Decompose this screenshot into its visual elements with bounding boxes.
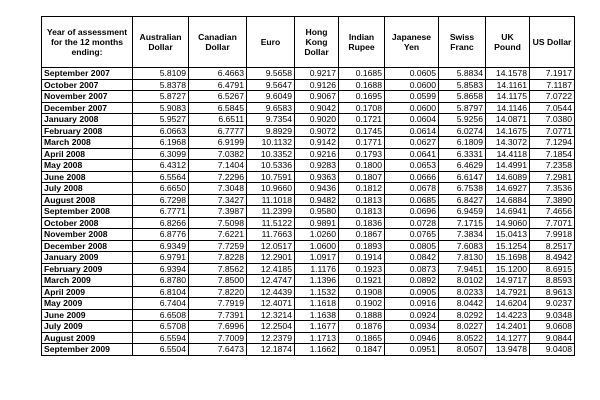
cell-japanese-yen: 0.0916 bbox=[385, 298, 439, 310]
cell-indian-rupee: 0.1807 bbox=[339, 171, 385, 183]
cell-us-dollar: 7.1187 bbox=[530, 79, 575, 91]
cell-canadian-dollar: 7.7009 bbox=[189, 332, 247, 344]
cell-australian-dollar: 6.0663 bbox=[133, 125, 189, 137]
cell-canadian-dollar: 7.6473 bbox=[189, 344, 247, 356]
cell-japanese-yen: 0.0842 bbox=[385, 252, 439, 264]
cell-indian-rupee: 0.1721 bbox=[339, 114, 385, 126]
cell-swiss-franc: 8.0102 bbox=[439, 275, 486, 287]
cell-hong-kong-dollar: 0.9217 bbox=[295, 68, 339, 80]
cell-hong-kong-dollar: 1.0917 bbox=[295, 252, 339, 264]
cell-euro: 12.1874 bbox=[247, 344, 295, 356]
header-canadian-dollar: Canadian Dollar bbox=[189, 17, 247, 68]
cell-period: January 2009 bbox=[42, 252, 133, 264]
cell-hong-kong-dollar: 0.9126 bbox=[295, 79, 339, 91]
cell-hong-kong-dollar: 1.1176 bbox=[295, 263, 339, 275]
cell-uk-pound: 14.6941 bbox=[486, 206, 530, 218]
cell-indian-rupee: 0.1813 bbox=[339, 206, 385, 218]
cell-uk-pound: 14.9060 bbox=[486, 217, 530, 229]
cell-euro: 12.2901 bbox=[247, 252, 295, 264]
cell-euro: 11.7663 bbox=[247, 229, 295, 241]
table-row bbox=[42, 217, 575, 229]
cell-hong-kong-dollar: 0.9891 bbox=[295, 217, 339, 229]
cell-canadian-dollar: 7.7391 bbox=[189, 309, 247, 321]
cell-swiss-franc: 8.0292 bbox=[439, 309, 486, 321]
cell-swiss-franc: 6.3331 bbox=[439, 148, 486, 160]
cell-us-dollar: 7.0722 bbox=[530, 91, 575, 103]
cell-canadian-dollar: 7.1404 bbox=[189, 160, 247, 172]
cell-japanese-yen: 0.0873 bbox=[385, 263, 439, 275]
cell-us-dollar: 7.9918 bbox=[530, 229, 575, 241]
cell-us-dollar: 9.0608 bbox=[530, 321, 575, 333]
cell-hong-kong-dollar: 0.9020 bbox=[295, 114, 339, 126]
cell-australian-dollar: 6.8776 bbox=[133, 229, 189, 241]
cell-hong-kong-dollar: 0.9072 bbox=[295, 125, 339, 137]
cell-swiss-franc: 5.8797 bbox=[439, 102, 486, 114]
table-row bbox=[42, 240, 575, 252]
cell-japanese-yen: 0.0666 bbox=[385, 171, 439, 183]
table-row bbox=[42, 309, 575, 321]
table-row bbox=[42, 137, 575, 149]
cell-canadian-dollar: 7.7919 bbox=[189, 298, 247, 310]
cell-euro: 9.7354 bbox=[247, 114, 295, 126]
cell-canadian-dollar: 7.8562 bbox=[189, 263, 247, 275]
cell-us-dollar: 9.0348 bbox=[530, 309, 575, 321]
table-row bbox=[42, 114, 575, 126]
table-row bbox=[42, 332, 575, 344]
table-row bbox=[42, 148, 575, 160]
cell-swiss-franc: 6.6147 bbox=[439, 171, 486, 183]
cell-uk-pound: 14.1277 bbox=[486, 332, 530, 344]
cell-canadian-dollar: 7.3048 bbox=[189, 183, 247, 195]
exchange-rate-table bbox=[41, 16, 575, 356]
cell-canadian-dollar: 7.6221 bbox=[189, 229, 247, 241]
cell-hong-kong-dollar: 1.1532 bbox=[295, 286, 339, 298]
cell-japanese-yen: 0.0627 bbox=[385, 137, 439, 149]
header-euro: Euro bbox=[247, 17, 295, 68]
table-row bbox=[42, 160, 575, 172]
cell-australian-dollar: 6.6650 bbox=[133, 183, 189, 195]
cell-japanese-yen: 0.0678 bbox=[385, 183, 439, 195]
cell-euro: 10.5336 bbox=[247, 160, 295, 172]
cell-hong-kong-dollar: 0.9283 bbox=[295, 160, 339, 172]
cell-canadian-dollar: 6.4663 bbox=[189, 68, 247, 80]
header-japanese-yen: Japanese Yen bbox=[385, 17, 439, 68]
cell-indian-rupee: 0.1708 bbox=[339, 102, 385, 114]
cell-us-dollar: 7.1854 bbox=[530, 148, 575, 160]
table-row bbox=[42, 275, 575, 287]
cell-hong-kong-dollar: 1.1396 bbox=[295, 275, 339, 287]
cell-period: January 2008 bbox=[42, 114, 133, 126]
cell-period: December 2008 bbox=[42, 240, 133, 252]
cell-indian-rupee: 0.1771 bbox=[339, 137, 385, 149]
cell-japanese-yen: 0.0892 bbox=[385, 275, 439, 287]
cell-uk-pound: 14.6204 bbox=[486, 298, 530, 310]
cell-us-dollar: 7.7071 bbox=[530, 217, 575, 229]
cell-canadian-dollar: 6.9199 bbox=[189, 137, 247, 149]
cell-euro: 9.5647 bbox=[247, 79, 295, 91]
cell-euro: 10.9660 bbox=[247, 183, 295, 195]
cell-euro: 9.6049 bbox=[247, 91, 295, 103]
cell-japanese-yen: 0.0805 bbox=[385, 240, 439, 252]
cell-swiss-franc: 8.0227 bbox=[439, 321, 486, 333]
cell-period: September 2008 bbox=[42, 206, 133, 218]
cell-period: July 2008 bbox=[42, 183, 133, 195]
cell-swiss-franc: 6.4629 bbox=[439, 160, 486, 172]
cell-canadian-dollar: 6.5267 bbox=[189, 91, 247, 103]
cell-uk-pound: 14.1175 bbox=[486, 91, 530, 103]
cell-uk-pound: 14.6927 bbox=[486, 183, 530, 195]
cell-australian-dollar: 6.5504 bbox=[133, 344, 189, 356]
cell-hong-kong-dollar: 1.1638 bbox=[295, 309, 339, 321]
cell-hong-kong-dollar: 0.9482 bbox=[295, 194, 339, 206]
table-row bbox=[42, 298, 575, 310]
table-row bbox=[42, 206, 575, 218]
cell-uk-pound: 14.1675 bbox=[486, 125, 530, 137]
cell-japanese-yen: 0.0934 bbox=[385, 321, 439, 333]
cell-swiss-franc: 5.8834 bbox=[439, 68, 486, 80]
cell-uk-pound: 14.2401 bbox=[486, 321, 530, 333]
cell-canadian-dollar: 6.5845 bbox=[189, 102, 247, 114]
cell-japanese-yen: 0.0696 bbox=[385, 206, 439, 218]
cell-us-dollar: 8.2517 bbox=[530, 240, 575, 252]
cell-period: December 2007 bbox=[42, 102, 133, 114]
header-australian-dollar: Australian Dollar bbox=[133, 17, 189, 68]
cell-japanese-yen: 0.0924 bbox=[385, 309, 439, 321]
cell-us-dollar: 7.1917 bbox=[530, 68, 575, 80]
cell-indian-rupee: 0.1695 bbox=[339, 91, 385, 103]
cell-indian-rupee: 0.1902 bbox=[339, 298, 385, 310]
cell-swiss-franc: 8.0442 bbox=[439, 298, 486, 310]
cell-us-dollar: 7.1294 bbox=[530, 137, 575, 149]
cell-us-dollar: 7.3890 bbox=[530, 194, 575, 206]
cell-period: October 2008 bbox=[42, 217, 133, 229]
cell-australian-dollar: 6.7298 bbox=[133, 194, 189, 206]
table-row bbox=[42, 171, 575, 183]
cell-australian-dollar: 6.8104 bbox=[133, 286, 189, 298]
cell-canadian-dollar: 7.2296 bbox=[189, 171, 247, 183]
cell-period: March 2008 bbox=[42, 137, 133, 149]
cell-canadian-dollar: 7.3427 bbox=[189, 194, 247, 206]
cell-period: September 2009 bbox=[42, 344, 133, 356]
cell-uk-pound: 14.7921 bbox=[486, 286, 530, 298]
cell-us-dollar: 9.0844 bbox=[530, 332, 575, 344]
cell-hong-kong-dollar: 1.0260 bbox=[295, 229, 339, 241]
cell-australian-dollar: 6.4312 bbox=[133, 160, 189, 172]
cell-euro: 12.2379 bbox=[247, 332, 295, 344]
cell-indian-rupee: 0.1800 bbox=[339, 160, 385, 172]
cell-euro: 10.3352 bbox=[247, 148, 295, 160]
cell-euro: 12.4185 bbox=[247, 263, 295, 275]
cell-us-dollar: 7.2981 bbox=[530, 171, 575, 183]
cell-us-dollar: 8.9613 bbox=[530, 286, 575, 298]
cell-euro: 12.4439 bbox=[247, 286, 295, 298]
cell-swiss-franc: 7.1715 bbox=[439, 217, 486, 229]
cell-indian-rupee: 0.1836 bbox=[339, 217, 385, 229]
exchange-rate-sheet bbox=[41, 16, 575, 356]
cell-hong-kong-dollar: 0.9580 bbox=[295, 206, 339, 218]
cell-indian-rupee: 0.1914 bbox=[339, 252, 385, 264]
table-row bbox=[42, 344, 575, 356]
cell-us-dollar: 8.8593 bbox=[530, 275, 575, 287]
cell-japanese-yen: 0.0653 bbox=[385, 160, 439, 172]
cell-us-dollar: 7.2358 bbox=[530, 160, 575, 172]
cell-japanese-yen: 0.0905 bbox=[385, 286, 439, 298]
header-hong-kong-dollar: Hong Kong Dollar bbox=[295, 17, 339, 68]
cell-hong-kong-dollar: 1.1662 bbox=[295, 344, 339, 356]
cell-period: March 2009 bbox=[42, 275, 133, 287]
table-row bbox=[42, 68, 575, 80]
table-row bbox=[42, 183, 575, 195]
cell-swiss-franc: 6.0274 bbox=[439, 125, 486, 137]
cell-indian-rupee: 0.1867 bbox=[339, 229, 385, 241]
cell-euro: 11.1018 bbox=[247, 194, 295, 206]
cell-australian-dollar: 6.9394 bbox=[133, 263, 189, 275]
cell-canadian-dollar: 7.8228 bbox=[189, 252, 247, 264]
table-row bbox=[42, 321, 575, 333]
cell-swiss-franc: 6.7538 bbox=[439, 183, 486, 195]
cell-swiss-franc: 7.3834 bbox=[439, 229, 486, 241]
table-row bbox=[42, 91, 575, 103]
cell-euro: 11.5122 bbox=[247, 217, 295, 229]
cell-australian-dollar: 6.7771 bbox=[133, 206, 189, 218]
cell-us-dollar: 9.0408 bbox=[530, 344, 575, 356]
cell-indian-rupee: 0.1688 bbox=[339, 79, 385, 91]
cell-indian-rupee: 0.1923 bbox=[339, 263, 385, 275]
cell-japanese-yen: 0.0605 bbox=[385, 68, 439, 80]
cell-uk-pound: 15.1200 bbox=[486, 263, 530, 275]
cell-australian-dollar: 5.9527 bbox=[133, 114, 189, 126]
cell-japanese-yen: 0.0604 bbox=[385, 114, 439, 126]
table-row bbox=[42, 286, 575, 298]
cell-euro: 9.5658 bbox=[247, 68, 295, 80]
cell-swiss-franc: 5.8658 bbox=[439, 91, 486, 103]
cell-indian-rupee: 0.1921 bbox=[339, 275, 385, 287]
cell-uk-pound: 14.3072 bbox=[486, 137, 530, 149]
cell-australian-dollar: 5.8378 bbox=[133, 79, 189, 91]
cell-indian-rupee: 0.1847 bbox=[339, 344, 385, 356]
cell-canadian-dollar: 6.4791 bbox=[189, 79, 247, 91]
header-swiss-franc: Swiss Franc bbox=[439, 17, 486, 68]
cell-indian-rupee: 0.1865 bbox=[339, 332, 385, 344]
cell-japanese-yen: 0.0951 bbox=[385, 344, 439, 356]
cell-uk-pound: 14.0871 bbox=[486, 114, 530, 126]
cell-uk-pound: 14.4991 bbox=[486, 160, 530, 172]
cell-hong-kong-dollar: 0.9067 bbox=[295, 91, 339, 103]
header-indian-rupee: Indian Rupee bbox=[339, 17, 385, 68]
table-row bbox=[42, 79, 575, 91]
cell-swiss-franc: 7.9451 bbox=[439, 263, 486, 275]
cell-period: April 2009 bbox=[42, 286, 133, 298]
cell-period: November 2008 bbox=[42, 229, 133, 241]
cell-swiss-franc: 6.8427 bbox=[439, 194, 486, 206]
cell-australian-dollar: 6.6508 bbox=[133, 309, 189, 321]
cell-period: May 2008 bbox=[42, 160, 133, 172]
cell-japanese-yen: 0.0765 bbox=[385, 229, 439, 241]
cell-canadian-dollar: 7.7259 bbox=[189, 240, 247, 252]
cell-us-dollar: 7.3536 bbox=[530, 183, 575, 195]
cell-us-dollar: 7.4656 bbox=[530, 206, 575, 218]
cell-period: June 2008 bbox=[42, 171, 133, 183]
cell-uk-pound: 14.1161 bbox=[486, 79, 530, 91]
cell-hong-kong-dollar: 0.9142 bbox=[295, 137, 339, 149]
cell-period: May 2009 bbox=[42, 298, 133, 310]
header-uk-pound: UK Pound bbox=[486, 17, 530, 68]
cell-euro: 10.1132 bbox=[247, 137, 295, 149]
header-row bbox=[42, 17, 575, 68]
cell-uk-pound: 15.0413 bbox=[486, 229, 530, 241]
cell-swiss-franc: 5.9256 bbox=[439, 114, 486, 126]
cell-euro: 12.4071 bbox=[247, 298, 295, 310]
cell-us-dollar: 7.0380 bbox=[530, 114, 575, 126]
cell-period: September 2007 bbox=[42, 68, 133, 80]
cell-uk-pound: 14.6089 bbox=[486, 171, 530, 183]
cell-canadian-dollar: 7.8500 bbox=[189, 275, 247, 287]
cell-indian-rupee: 0.1876 bbox=[339, 321, 385, 333]
table-row bbox=[42, 194, 575, 206]
cell-period: August 2009 bbox=[42, 332, 133, 344]
cell-indian-rupee: 0.1812 bbox=[339, 183, 385, 195]
cell-hong-kong-dollar: 0.9042 bbox=[295, 102, 339, 114]
cell-indian-rupee: 0.1908 bbox=[339, 286, 385, 298]
cell-us-dollar: 7.0771 bbox=[530, 125, 575, 137]
cell-hong-kong-dollar: 1.0600 bbox=[295, 240, 339, 252]
cell-australian-dollar: 5.9083 bbox=[133, 102, 189, 114]
cell-australian-dollar: 6.5708 bbox=[133, 321, 189, 333]
cell-australian-dollar: 6.3099 bbox=[133, 148, 189, 160]
cell-period: June 2009 bbox=[42, 309, 133, 321]
cell-swiss-franc: 7.8130 bbox=[439, 252, 486, 264]
cell-australian-dollar: 6.8266 bbox=[133, 217, 189, 229]
cell-swiss-franc: 6.1809 bbox=[439, 137, 486, 149]
cell-hong-kong-dollar: 0.9436 bbox=[295, 183, 339, 195]
cell-period: April 2008 bbox=[42, 148, 133, 160]
cell-canadian-dollar: 7.3987 bbox=[189, 206, 247, 218]
cell-period: July 2009 bbox=[42, 321, 133, 333]
cell-canadian-dollar: 6.6511 bbox=[189, 114, 247, 126]
cell-japanese-yen: 0.0641 bbox=[385, 148, 439, 160]
cell-period: October 2007 bbox=[42, 79, 133, 91]
cell-australian-dollar: 6.7404 bbox=[133, 298, 189, 310]
cell-euro: 12.4747 bbox=[247, 275, 295, 287]
cell-canadian-dollar: 7.5098 bbox=[189, 217, 247, 229]
cell-uk-pound: 15.1254 bbox=[486, 240, 530, 252]
cell-uk-pound: 13.9478 bbox=[486, 344, 530, 356]
cell-swiss-franc: 6.9459 bbox=[439, 206, 486, 218]
table-row bbox=[42, 252, 575, 264]
cell-us-dollar: 9.0237 bbox=[530, 298, 575, 310]
header-us-dollar: US Dollar bbox=[530, 17, 575, 68]
cell-period: November 2007 bbox=[42, 91, 133, 103]
cell-uk-pound: 14.6884 bbox=[486, 194, 530, 206]
cell-hong-kong-dollar: 1.1713 bbox=[295, 332, 339, 344]
cell-canadian-dollar: 7.8220 bbox=[189, 286, 247, 298]
cell-japanese-yen: 0.0685 bbox=[385, 194, 439, 206]
cell-uk-pound: 14.4223 bbox=[486, 309, 530, 321]
cell-period: August 2008 bbox=[42, 194, 133, 206]
cell-uk-pound: 14.4118 bbox=[486, 148, 530, 160]
cell-euro: 12.2504 bbox=[247, 321, 295, 333]
cell-us-dollar: 7.0544 bbox=[530, 102, 575, 114]
cell-australian-dollar: 6.5564 bbox=[133, 171, 189, 183]
table-row bbox=[42, 125, 575, 137]
cell-hong-kong-dollar: 1.1618 bbox=[295, 298, 339, 310]
cell-indian-rupee: 0.1745 bbox=[339, 125, 385, 137]
cell-australian-dollar: 6.9349 bbox=[133, 240, 189, 252]
cell-japanese-yen: 0.0614 bbox=[385, 125, 439, 137]
cell-uk-pound: 14.9717 bbox=[486, 275, 530, 287]
cell-uk-pound: 14.1146 bbox=[486, 102, 530, 114]
cell-swiss-franc: 8.0522 bbox=[439, 332, 486, 344]
cell-indian-rupee: 0.1685 bbox=[339, 68, 385, 80]
cell-hong-kong-dollar: 0.9363 bbox=[295, 171, 339, 183]
cell-canadian-dollar: 6.7777 bbox=[189, 125, 247, 137]
cell-uk-pound: 15.1698 bbox=[486, 252, 530, 264]
cell-indian-rupee: 0.1888 bbox=[339, 309, 385, 321]
table-row bbox=[42, 263, 575, 275]
cell-euro: 11.2399 bbox=[247, 206, 295, 218]
cell-us-dollar: 8.6915 bbox=[530, 263, 575, 275]
cell-indian-rupee: 0.1793 bbox=[339, 148, 385, 160]
cell-swiss-franc: 5.8583 bbox=[439, 79, 486, 91]
cell-swiss-franc: 8.0233 bbox=[439, 286, 486, 298]
cell-swiss-franc: 7.6083 bbox=[439, 240, 486, 252]
cell-euro: 9.8929 bbox=[247, 125, 295, 137]
cell-australian-dollar: 6.1968 bbox=[133, 137, 189, 149]
cell-euro: 10.7591 bbox=[247, 171, 295, 183]
cell-australian-dollar: 5.8727 bbox=[133, 91, 189, 103]
cell-japanese-yen: 0.0600 bbox=[385, 102, 439, 114]
cell-australian-dollar: 6.8780 bbox=[133, 275, 189, 287]
header-period: Year of assessment for the 12 months ending: bbox=[42, 17, 133, 68]
cell-japanese-yen: 0.0599 bbox=[385, 91, 439, 103]
cell-canadian-dollar: 7.6996 bbox=[189, 321, 247, 333]
cell-canadian-dollar: 7.0382 bbox=[189, 148, 247, 160]
cell-indian-rupee: 0.1893 bbox=[339, 240, 385, 252]
table-row bbox=[42, 229, 575, 241]
cell-euro: 9.6583 bbox=[247, 102, 295, 114]
cell-japanese-yen: 0.0946 bbox=[385, 332, 439, 344]
cell-australian-dollar: 6.5594 bbox=[133, 332, 189, 344]
cell-us-dollar: 8.4942 bbox=[530, 252, 575, 264]
cell-uk-pound: 14.1578 bbox=[486, 68, 530, 80]
cell-australian-dollar: 6.9791 bbox=[133, 252, 189, 264]
table-row bbox=[42, 102, 575, 114]
cell-euro: 12.3214 bbox=[247, 309, 295, 321]
cell-hong-kong-dollar: 0.9216 bbox=[295, 148, 339, 160]
cell-australian-dollar: 5.8109 bbox=[133, 68, 189, 80]
cell-japanese-yen: 0.0600 bbox=[385, 79, 439, 91]
cell-period: February 2008 bbox=[42, 125, 133, 137]
cell-indian-rupee: 0.1813 bbox=[339, 194, 385, 206]
cell-hong-kong-dollar: 1.1677 bbox=[295, 321, 339, 333]
cell-swiss-franc: 8.0507 bbox=[439, 344, 486, 356]
cell-period: February 2009 bbox=[42, 263, 133, 275]
table-body bbox=[42, 68, 575, 356]
cell-japanese-yen: 0.0728 bbox=[385, 217, 439, 229]
cell-euro: 12.0517 bbox=[247, 240, 295, 252]
